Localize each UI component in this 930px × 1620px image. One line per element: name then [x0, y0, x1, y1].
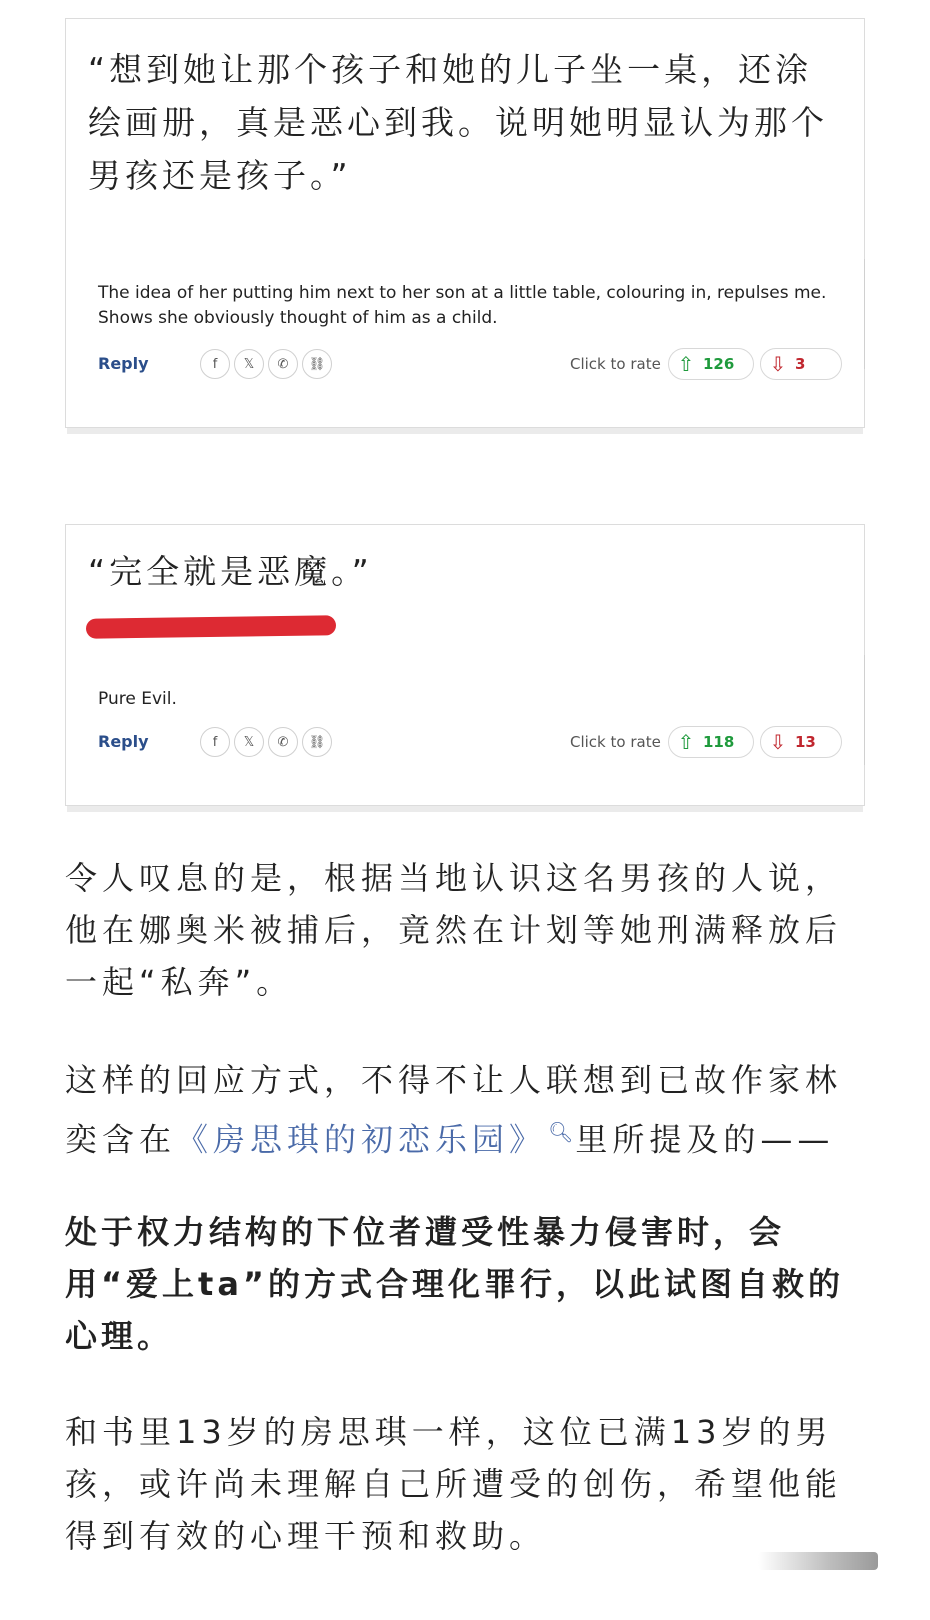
- arrow-up-icon: ⇧: [677, 352, 695, 376]
- comment-action-bar: [98, 347, 840, 381]
- link-icon[interactable]: ⛓: [302, 727, 332, 757]
- downvote-count: 3: [795, 355, 806, 373]
- chinese-translation-quote: “完全就是恶魔。”: [88, 552, 373, 591]
- upvote-button[interactable]: [668, 726, 754, 758]
- x-icon[interactable]: 𝕏: [234, 349, 264, 379]
- reply-button[interactable]: Reply: [98, 354, 149, 373]
- comment-text: Pure Evil.: [98, 689, 177, 709]
- divider: [864, 259, 865, 369]
- downvote-button[interactable]: [760, 348, 842, 380]
- upvote-count: 126: [703, 355, 735, 373]
- downvote-count: 13: [795, 733, 816, 751]
- chinese-translation-quote: “想到她让那个孩子和她的儿子坐一桌，还涂绘画册，真是恶心到我。说明她明显认为那个男孩还是孩子。”: [88, 50, 828, 195]
- arrow-down-icon: ⇩: [769, 730, 787, 754]
- article-bold-paragraph: 处于权力结构的下位者遭受性暴力侵害时，会用“爱上ta”的方式合理化罪行，以此试图自救的心理。: [65, 1213, 844, 1355]
- facebook-icon[interactable]: f: [200, 727, 230, 757]
- arrow-down-icon: ⇩: [769, 352, 787, 376]
- upvote-count: 118: [703, 733, 735, 751]
- article-paragraph: [65, 1054, 865, 1166]
- link-icon[interactable]: ⛓: [302, 349, 332, 379]
- search-icon[interactable]: 🔍︎: [548, 1120, 574, 1144]
- paragraph-text: 里所提及的——: [575, 1120, 835, 1159]
- rate-label: Click to rate: [570, 733, 661, 751]
- paragraph-text: 这样的回应方式，不得不让人联想到已故作家林奕含在: [65, 1061, 843, 1159]
- whatsapp-icon[interactable]: ✆: [268, 349, 298, 379]
- article-paragraph: 令人叹息的是，根据当地认识这名男孩的人说，他在娜奥米被捕后，竟然在计划等她刑满释放后一起“私奔”。: [65, 859, 843, 1001]
- downvote-button[interactable]: [760, 726, 842, 758]
- arrow-up-icon: ⇧: [677, 730, 695, 754]
- article-paragraph: 和书里13岁的房思琪一样，这位已满13岁的男孩，或许尚未理解自己所遭受的创伤，希望他能得到有效的心理干预和救助。: [65, 1413, 843, 1555]
- x-icon[interactable]: 𝕏: [234, 727, 264, 757]
- comment-action-bar: [98, 725, 840, 759]
- book-title-link[interactable]: 《房思琪的初恋乐园》: [176, 1120, 547, 1159]
- comment-text: The idea of her putting him next to her son at a little table, colouring in, repulses me. Shows she obviously thought of him as a child.: [98, 283, 827, 328]
- whatsapp-icon[interactable]: ✆: [268, 727, 298, 757]
- reply-button[interactable]: Reply: [98, 732, 149, 751]
- comment-screenshot-card: [65, 18, 865, 428]
- facebook-icon[interactable]: f: [200, 349, 230, 379]
- upvote-button[interactable]: [668, 348, 754, 380]
- red-highlight-stroke: [86, 615, 336, 638]
- divider: [864, 655, 865, 765]
- comment-screenshot-card: [65, 524, 865, 806]
- share-icons: [200, 727, 332, 757]
- scroll-indicator: [758, 1552, 878, 1570]
- share-icons: [200, 349, 332, 379]
- rate-label: Click to rate: [570, 355, 661, 373]
